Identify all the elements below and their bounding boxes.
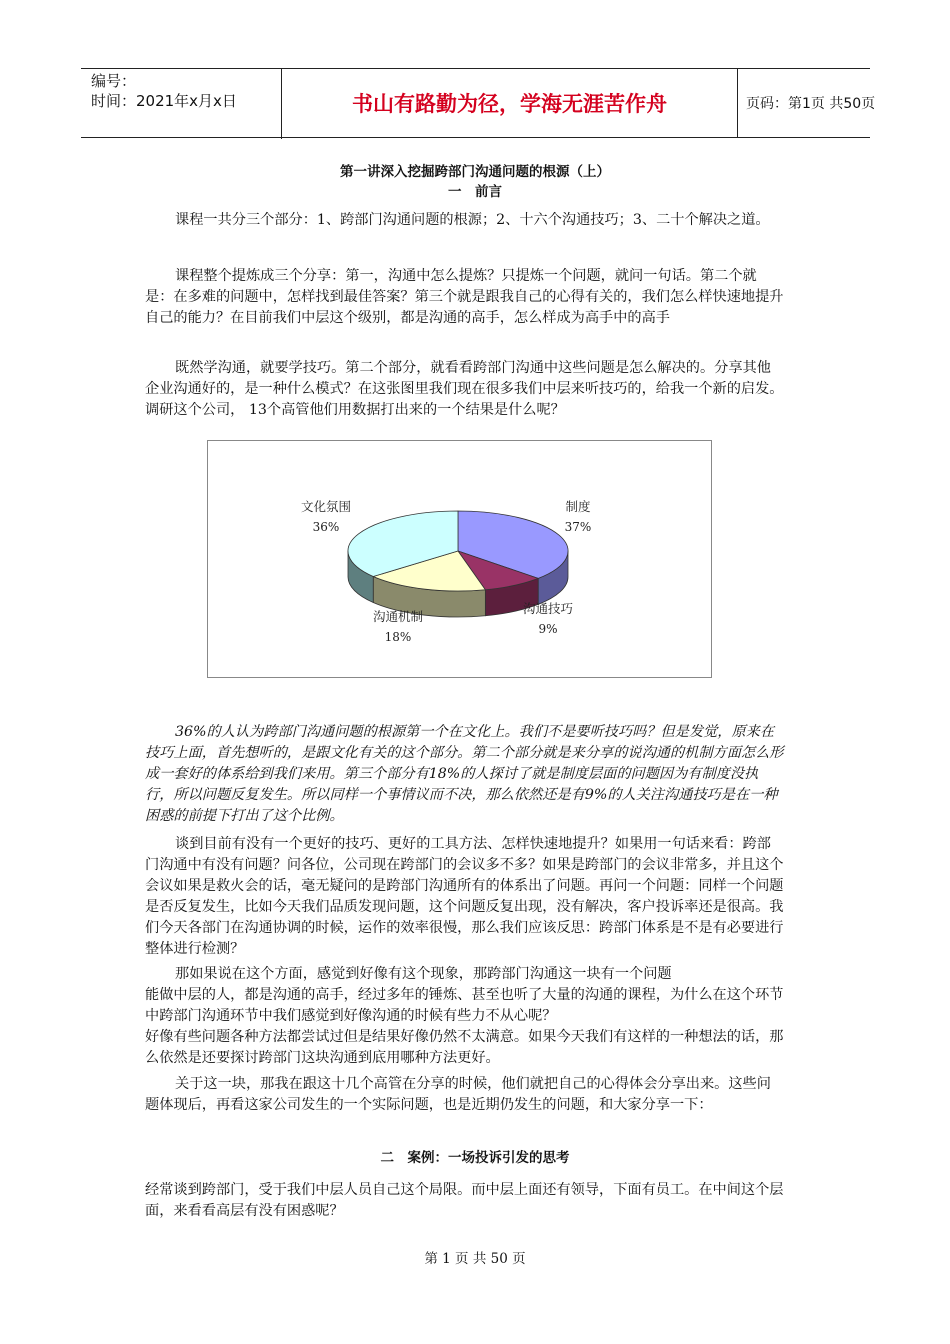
- slice-percent: 18%: [384, 630, 412, 644]
- paragraph-text: 36%的人认为跨部门沟通问题的根源第一个在文化上。我们不是要听技巧吗？但是发觉，原来在技巧上面，首先想听的，是跟文化有关的这个部分。第二个部分就是来分享的说沟通的机制方面怎么形成一套好的体系给到我们来用。第三个部分有18%的人探讨了就是制度层面的问题因为有制度没执行，所以问题反复发生。所以同样一个事情议而不决，那么依然还是有9%的人关注沟通技巧是在一种困惑的前提下打出了这个比例。: [145, 724, 784, 824]
- paragraph-text: 谈到目前有没有一个更好的技巧、更好的工具方法、怎样快速地提升？如果用一句话来看：跨部门沟通中有没有问题？问各位，公司现在跨部门的会议多不多？如果是跨部门的会议非常多，并且这个会议如果是救火会的话，毫无疑问的是跨部门沟通所有的体系出了问题。再问一个问题：同样一个问题是否反复发生，比如今天我们品质发现问题，这个问题反复出现，没有解决，客户投诉率还是很高。我们今天各部门在沟通协调的时候，运作的效率很慢，那么我们应该反思：跨部门体系是不是有必要进行整体进行检测？: [145, 836, 784, 957]
- doc-title: 第一讲深入挖掘跨部门沟通问题的根源（上）: [340, 164, 610, 180]
- paragraph-text: 既然学沟通，就要学技巧。第二个部分，就看看跨部门沟通中这些问题是怎么解决的。分享其他企业沟通好的，是一种什么模式？在这张图里我们现在很多我们中层来听技巧的，给我一个新的启发。调研这个公司， 13个高管他们用数据打出来的一个结果是什么呢？: [145, 360, 784, 418]
- slice-label: 沟通机制: [372, 609, 424, 624]
- paragraph-text: 课程整个提炼成三个分享：第一，沟通中怎么提炼？只提炼一个问题，就问一句话。第二个就是：在多难的问题中，怎样找到最佳答案？第三个就是跟我自己的心得有关的，我们怎么样快速地提升自己的能力？在目前我们中层这个级别，都是沟通的高手，怎么样成为高手中的高手: [145, 268, 784, 326]
- paragraph-3: [145, 358, 785, 421]
- paragraph-text: 课程一共分三个部分：1、跨部门沟通问题的根源；2、十六个沟通技巧；3、二十个解决之道。: [175, 212, 770, 228]
- paragraph-7: [145, 1074, 785, 1116]
- paragraph-8: [145, 1180, 785, 1222]
- slice-percent: 36%: [312, 520, 340, 534]
- pie-chart-svg: [208, 441, 711, 677]
- paragraph-text: 能做中层的人，都是沟通的高手，经过多年的锤炼、甚至也听了大量的沟通的课程，为什么在这个环节中跨部门沟通环节中我们感觉到好像沟通的时候有些力不从心呢？: [145, 987, 784, 1024]
- paragraph-text: 好像有些问题各种方法都尝试过但是结果好像仍然不太满意。如果今天我们有这样的一种想法的话，那么依然是还要探讨跨部门这块沟通到底用哪种方法更好。: [145, 1029, 784, 1066]
- header-meta: [81, 69, 282, 139]
- slice-label: 文化氛围: [300, 499, 352, 514]
- slice-percent: 37%: [564, 520, 592, 534]
- page-footer: 第 1 页 共 50 页: [424, 1251, 526, 1267]
- header-motto: 书山有路勤为径，学海无涯苦作舟: [282, 69, 738, 137]
- date-label: 时间：2021年x月x日: [91, 92, 237, 110]
- section-heading-2: 二 案例：一场投诉引发的思考: [380, 1150, 570, 1166]
- pie-chart: [207, 440, 712, 678]
- paragraph-text: 那如果说在这个方面，感觉到好像有这个现象，那跨部门沟通这一块有一个问题: [175, 966, 672, 982]
- paragraph-6: [145, 964, 785, 1069]
- slice-label: 沟通技巧: [522, 601, 574, 616]
- paragraph-2: [145, 266, 785, 329]
- section-heading-1: 一 前言: [448, 184, 502, 200]
- paragraph-4: [145, 722, 785, 827]
- header-page-info: 页码：第1页 共50页: [746, 96, 876, 112]
- page-header: [81, 68, 876, 138]
- paragraph-5: [145, 834, 785, 960]
- paragraph-1: [145, 210, 785, 231]
- slice-percent: 9%: [538, 622, 558, 636]
- slice-label: 制度: [565, 499, 591, 514]
- paragraph-text: 关于这一块，那我在跟这十几个高管在分享的时候，他们就把自己的心得体会分享出来。这些问题体现后，再看这家公司发生的一个实际问题，也是近期仍发生的问题，和大家分享一下：: [145, 1076, 771, 1113]
- paragraph-text: 经常谈到跨部门，受于我们中层人员自己这个局限。而中层上面还有领导，下面有员工。在中间这个层面，来看看高层有没有困惑呢？: [145, 1182, 784, 1219]
- number-label: 编号：: [91, 72, 137, 90]
